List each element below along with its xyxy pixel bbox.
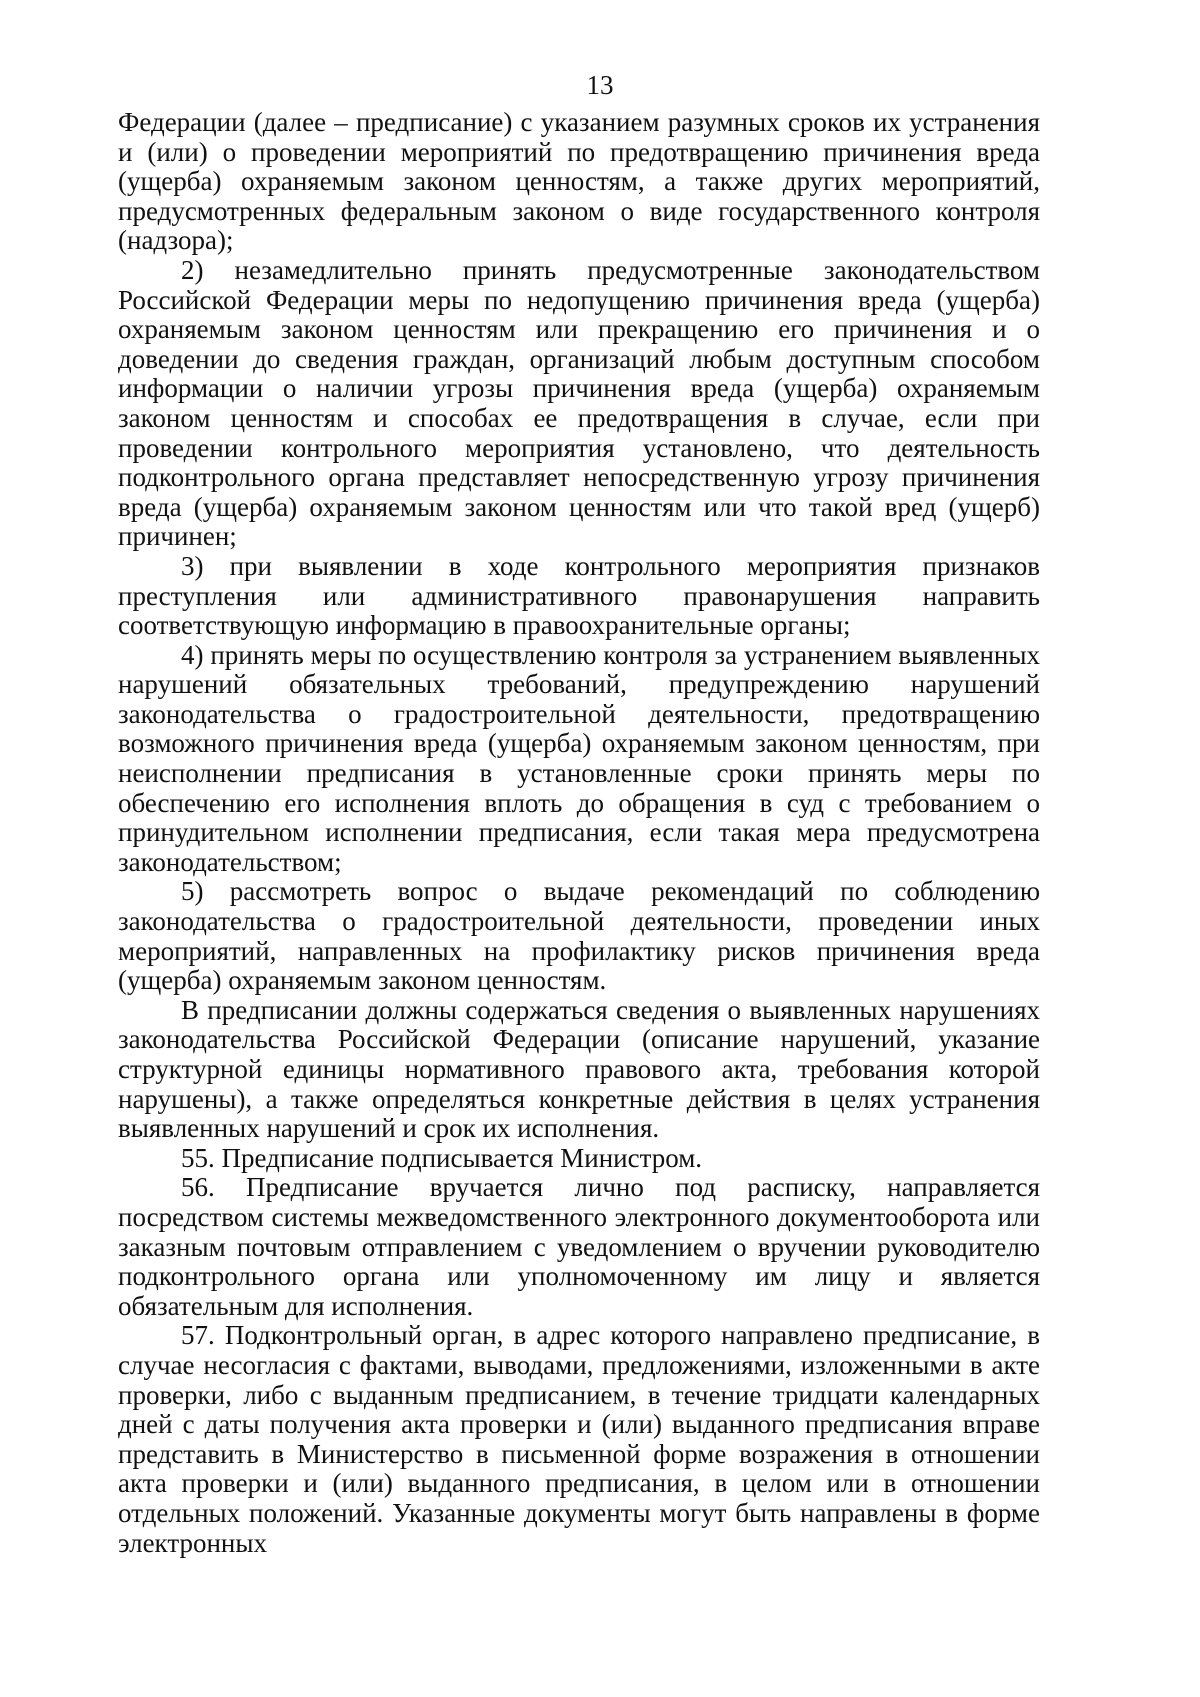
document-body [118,108,1040,1558]
paragraph-item-2: 2) незамедлительно принять предусмотренные законодательством Российской Федерации меры по недопущению причинения вреда (ущерба) охраняемым законом ценностям или прекращению его причинения и о доведении до сведения граждан, организаций любым доступным способом информации о наличии угрозы причинения вреда (ущерба) охраняемым законом ценностям и способах ее предотвращения в случае, если при проведении контрольного мероприятия установлено, что деятельность подконтрольного органа представляет непосредственную угрозу причинения вреда (ущерба) охраняемым законом ценностям или что такой вред (ущерб) причинен; [118,254,1040,552]
paragraph-item-5: 5) рассмотреть вопрос о выдаче рекомендаций по соблюдению законодательства о градостроительной деятельности, проведении иных мероприятий, направленных на профилактику рисков причинения вреда (ущерба) охраняемым законом ценностям. [118,876,1040,996]
paragraph-continuation: Федерации (далее – предписание) с указанием разумных сроков их устранения и (или) о проведении мероприятий по предотвращению причинения вреда (ущерба) охраняемым законом ценностям, а также других мероприятий, предусмотренных федеральным законом о виде государственного контроля (надзора); [118,107,1040,256]
paragraph-prescription-content: В предписании должны содержаться сведения о выявленных нарушениях законодательства Российской Федерации (описание нарушений, указание структурной единицы нормативного правового акта, требования которой нарушены), а также определяться конкретные действия в целях устранения выявленных нарушений и срок их исполнения. [118,994,1040,1144]
paragraph-item-4: 4) принять меры по осуществлению контроля за устранением выявленных нарушений обязательных требований, предупреждению нарушений законодательства о градостроительной деятельности, предотвращению возможного причинения вреда (ущерба) охраняемым законом ценностям, при неисполнении предписания в установленные сроки принять меры по обеспечению его исполнения вплоть до обращения в суд с требованием о принудительном исполнении предписания, если такая мера предусмотрена законодательством; [118,639,1040,877]
paragraph-clause-55: 55. Предписание подписывается Министром. [181,1142,703,1173]
page-number: 13 [586,70,614,100]
paragraph-item-3: 3) при выявлении в ходе контрольного мероприятия признаков преступления или административного правонарушения направить соответствующую информацию в правоохранительные органы; [118,550,1040,641]
paragraph-clause-56: 56. Предписание вручается лично под расписку, направляется посредством системы межведомственного электронного документооборота или заказным почтовым отправлением с уведомлением о вручении руководителю подконтрольного органа или уполномоченному им лицу и является обязательным для исполнения. [118,1172,1040,1321]
paragraph-clause-57: 57. Подконтрольный орган, в адрес которого направлено предписание, в случае несогласия с фактами, выводами, предложениями, изложенными в акте проверки, либо с выданным предписанием, в течение тридцати календарных дней с даты получения акта проверки и (или) выданного предписания вправе представить в Министерство в письменной форме возражения в отношении акта проверки и (или) выданного предписания, в целом или в отношении отдельных положений. Указанные документы могут быть направлены в форме электронных [118,1320,1040,1558]
